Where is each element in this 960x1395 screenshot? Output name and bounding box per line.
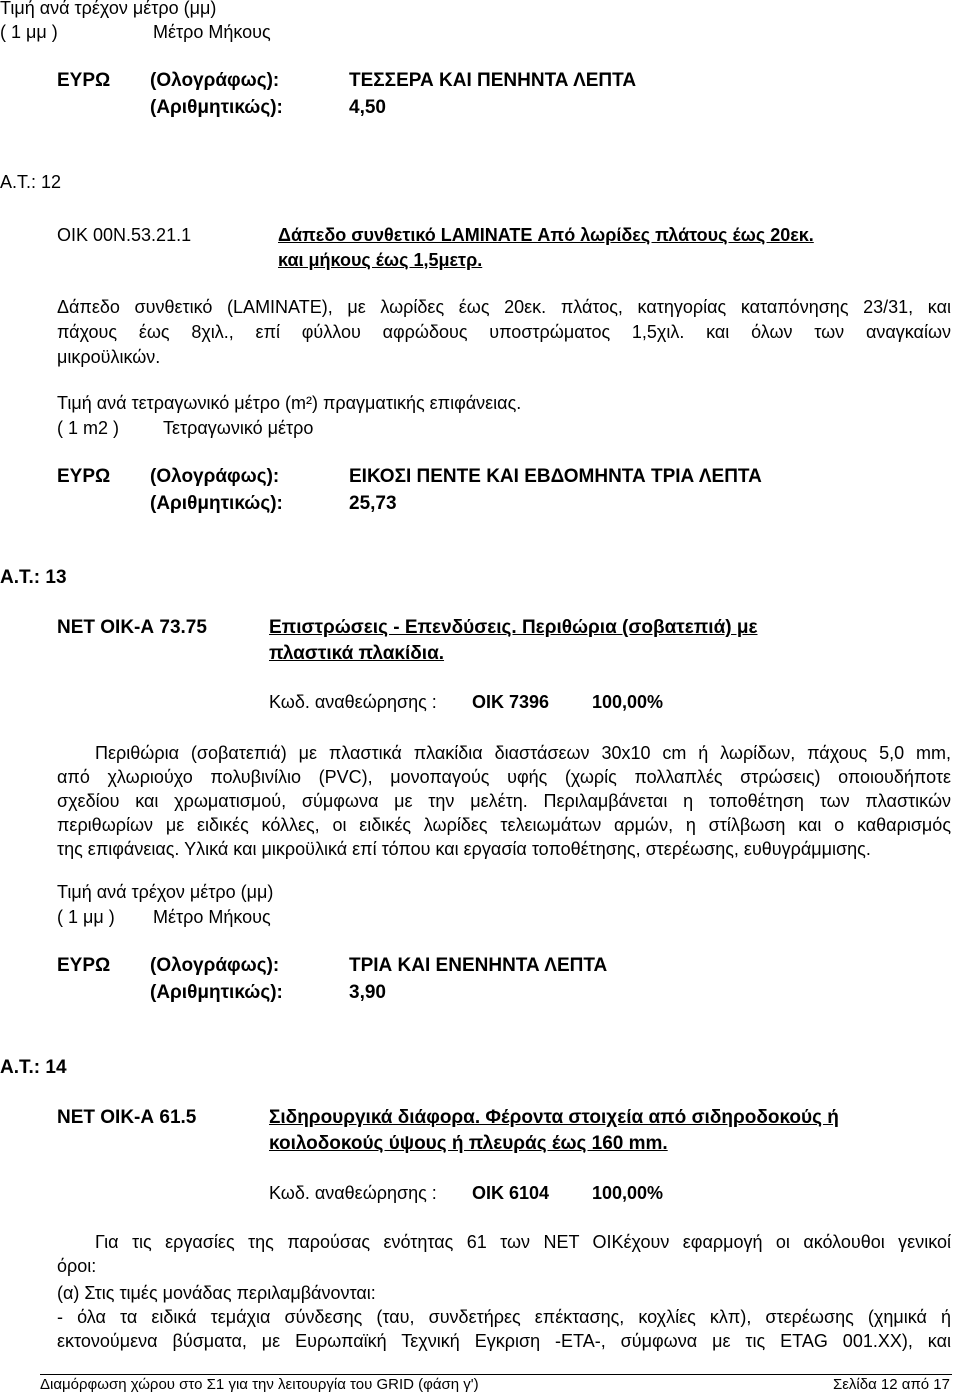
footer-divider bbox=[40, 1374, 952, 1375]
price-words-label: (Ολογράφως): bbox=[150, 466, 280, 487]
revision-label: Κωδ. αναθεώρησης : bbox=[269, 692, 437, 712]
item-description-line: Δάπεδο συνθετικό (LAMINATE), με λωρίδες έως 20εκ. πλάτος, κατηγορίας καταπόνησης 23/31, και bbox=[57, 297, 951, 317]
unit-code: ( 1 m2 ) bbox=[57, 418, 120, 438]
price-currency: ΕΥΡΩ bbox=[57, 955, 111, 976]
unit-code: ( 1 μμ ) bbox=[57, 907, 115, 927]
revision-label: Κωδ. αναθεώρησης : bbox=[269, 1183, 437, 1203]
item-at: Α.Τ.: 14 bbox=[0, 1057, 67, 1078]
item-description-line: από χλωριούχο πολυβινίλιο (PVC), μονοπαγούς υφής (χωρίς πολλαπλές στρώσεις) οποιουδήποτε bbox=[57, 767, 951, 787]
revision-code: ΟΙΚ 7396 bbox=[472, 692, 550, 712]
price-words-label: (Ολογράφως): bbox=[150, 955, 280, 976]
item-code: ΝΕΤ ΟΙΚ-Α 73.75 bbox=[57, 617, 207, 638]
price-num: 25,73 bbox=[349, 493, 397, 514]
item-description-line: Για τις εργασίες της παρούσας ενότητας 61 των ΝΕΤ ΟΙΚέχουν εφαρμογή οι ακόλουθοι γενικοί bbox=[95, 1232, 951, 1252]
footer-project-title: Διαμόρφωση χώρου στο Σ1 για την λειτουργία του GRID (φάση γ') bbox=[40, 1376, 479, 1393]
unit-line: Τιμή ανά τρέχον μέτρο (μμ) bbox=[0, 0, 217, 18]
item-description-line: μικροϋλικών. bbox=[57, 347, 161, 367]
item-description-line: πάχους έως 8χιλ., επί φύλλου αφρώδους υποστρώματος 1,5χιλ. και όλων των αναγκαίων bbox=[57, 322, 951, 342]
price-num-label: (Αριθμητικώς): bbox=[150, 97, 283, 118]
item-description-line: - όλα τα ειδικά τεμάχια σύνδεσης (ταυ, συνδετήρες επέκτασης, κοχλίες κλπ), στερέωσης (χημικά ή bbox=[57, 1307, 951, 1327]
unit-name: Τετραγωνικό μέτρο bbox=[163, 418, 314, 438]
item-title-cont: κοιλοδοκούς ύψους ή πλευράς έως 160 mm. bbox=[269, 1133, 668, 1154]
revision-percent: 100,00% bbox=[592, 1183, 664, 1203]
item-description-line: σχεδίου και χρωματισμού, σύμφωνα με την μελέτη. Περιλαμβάνεται η τοποθέτηση των πλαστικών bbox=[57, 791, 951, 811]
item-description-line: (α) Στις τιμές μονάδας περιλαμβάνονται: bbox=[57, 1283, 376, 1303]
item-title: Επιστρώσεις - Επενδύσεις. Περιθώρια (σοβατεπιά) με bbox=[269, 617, 758, 638]
price-num: 3,90 bbox=[349, 982, 386, 1003]
price-words: ΕΙΚΟΣΙ ΠΕΝΤΕ ΚΑΙ ΕΒΔΟΜΗΝΤΑ ΤΡΙΑ ΛΕΠΤΑ bbox=[349, 466, 762, 487]
unit-code: ( 1 μμ ) bbox=[0, 22, 58, 42]
item-at: Α.Τ.: 12 bbox=[0, 172, 62, 192]
item-description-line: Περιθώρια (σοβατεπιά) με πλαστικά πλακίδια διαστάσεων 30x10 cm ή λωρίδων, πάχους 5,0 mm, bbox=[95, 743, 951, 763]
item-title-cont: και μήκους έως 1,5μετρ. bbox=[278, 250, 483, 270]
item-description-line: εκτονούμενα βύσματα, με Ευρωπαϊκή Τεχνική Εγκριση -ΕΤΑ-, σύμφωνα με τις ETAG 001.XX), και bbox=[57, 1331, 951, 1351]
unit-name: Μέτρο Μήκους bbox=[153, 22, 271, 42]
unit-line: Τιμή ανά τρέχον μέτρο (μμ) bbox=[57, 882, 274, 902]
unit-name: Μέτρο Μήκους bbox=[153, 907, 271, 927]
revision-percent: 100,00% bbox=[592, 692, 664, 712]
price-currency: ΕΥΡΩ bbox=[57, 466, 111, 487]
item-at: Α.Τ.: 13 bbox=[0, 567, 67, 588]
item-description-line: όροι: bbox=[57, 1256, 97, 1276]
item-description-line: περιθωρίων με ειδικές κόλλες, οι ειδικές λωρίδες τελειωμάτων αρμών, η στίλβωση και ο καθαρισμός bbox=[57, 815, 951, 835]
unit-line: Τιμή ανά τετραγωνικό μέτρο (m²) πραγματικής επιφάνειας. bbox=[57, 393, 522, 413]
footer-page-number: Σελίδα 12 από 17 bbox=[832, 1376, 950, 1393]
price-words: ΤΡΙΑ ΚΑΙ ΕΝΕΝΗΝΤΑ ΛΕΠΤΑ bbox=[349, 955, 608, 976]
price-words-label: (Ολογράφως): bbox=[150, 70, 280, 91]
revision-code: ΟΙΚ 6104 bbox=[472, 1183, 550, 1203]
price-num-label: (Αριθμητικώς): bbox=[150, 493, 283, 514]
item-title: Σιδηρουργικά διάφορα. Φέροντα στοιχεία από σιδηροδοκούς ή bbox=[269, 1107, 839, 1128]
item-description-line: της επιφάνειας. Υλικά και μικροϋλικά επί τόπου και εργασία τοποθέτησης, στερέωσης, ευθυγράμμισης. bbox=[57, 839, 871, 859]
item-code: ΝΕΤ ΟΙΚ-Α 61.5 bbox=[57, 1107, 197, 1128]
price-num-label: (Αριθμητικώς): bbox=[150, 982, 283, 1003]
price-currency: ΕΥΡΩ bbox=[57, 70, 111, 91]
price-num: 4,50 bbox=[349, 97, 386, 118]
item-code: ΟΙΚ 00Ν.53.21.1 bbox=[57, 225, 192, 245]
item-title-cont: πλαστικά πλακίδια. bbox=[269, 643, 445, 664]
price-words: ΤΕΣΣΕΡΑ ΚΑΙ ΠΕΝΗΝΤΑ ΛΕΠΤΑ bbox=[349, 70, 637, 91]
item-title: Δάπεδο συνθετικό LAMINATE Από λωρίδες πλάτους έως 20εκ. bbox=[278, 225, 814, 245]
